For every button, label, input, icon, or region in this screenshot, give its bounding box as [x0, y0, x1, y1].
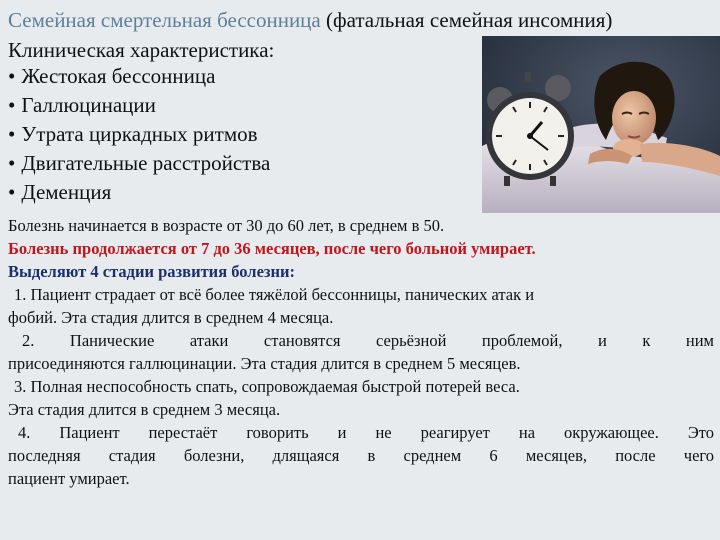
stage-line: 1. Пациент страдает от всё более тяжёлой бессонницы, панических атак и: [14, 285, 535, 304]
stage-line: Эта стадия длится в среднем 3 месяца.: [8, 400, 281, 419]
disease-description: [8, 214, 714, 490]
onset-paragraph: Болезнь начинается в возрасте от 30 до 60 лет, в среднем в 50.: [8, 216, 445, 235]
symptom-item: [8, 178, 270, 207]
symptom-item: [8, 91, 270, 120]
bullet-marker: •: [8, 122, 16, 146]
stage-3: [8, 375, 714, 421]
stage-line: пациент умирает.: [8, 469, 130, 488]
bullet-marker: •: [8, 64, 16, 88]
stage-line: 4. Пациент перестаёт говорить и не реагирует на окружающее. Это: [18, 423, 714, 442]
title-disease-name: Семейная смертельная бессонница: [8, 8, 321, 32]
symptom-label: Галлюцинации: [21, 93, 156, 117]
stage-4: [8, 421, 714, 490]
symptom-label: Утрата циркадных ритмов: [21, 122, 258, 146]
bullet-marker: •: [8, 151, 16, 175]
symptom-list: [8, 62, 270, 207]
symptom-label: Жестокая бессонница: [21, 64, 216, 88]
symptom-item: [8, 149, 270, 178]
stage-line: фобий. Эта стадия длится в среднем 4 месяца.: [8, 308, 334, 327]
stage-line: последняя стадия болезни, длящаяся в среднем 6 месяцев, после чего: [8, 446, 714, 465]
duration-paragraph: Болезнь продолжается от 7 до 36 месяцев, после чего больной умирает.: [8, 239, 536, 258]
sleepless-woman-photo: [482, 36, 720, 213]
bullet-marker: •: [8, 180, 16, 204]
symptom-label: Деменция: [21, 180, 112, 204]
stage-1: [8, 283, 714, 329]
stage-line: 2. Панические атаки становятся серьёзной проблемой, и к ним: [22, 331, 714, 350]
symptom-label: Двигательные расстройства: [21, 151, 271, 175]
symptom-item: [8, 120, 270, 149]
clinical-heading: Клиническая характеристика:: [8, 38, 275, 62]
alarm-clock-icon: [482, 36, 720, 213]
stages-intro: Выделяют 4 стадии развития болезни:: [8, 262, 296, 281]
symptom-item: [8, 62, 270, 91]
stage-line: 3. Полная неспособность спать, сопровождаемая быстрой потерей веса.: [14, 377, 520, 396]
stage-2: [8, 329, 714, 375]
slide-title: [8, 7, 612, 33]
bullet-marker: •: [8, 93, 16, 117]
stage-line: присоединяются галлюцинации. Эта стадия длится в среднем 5 месяцев.: [8, 354, 521, 373]
title-alt-name: (фатальная семейная инсомния): [320, 8, 613, 32]
